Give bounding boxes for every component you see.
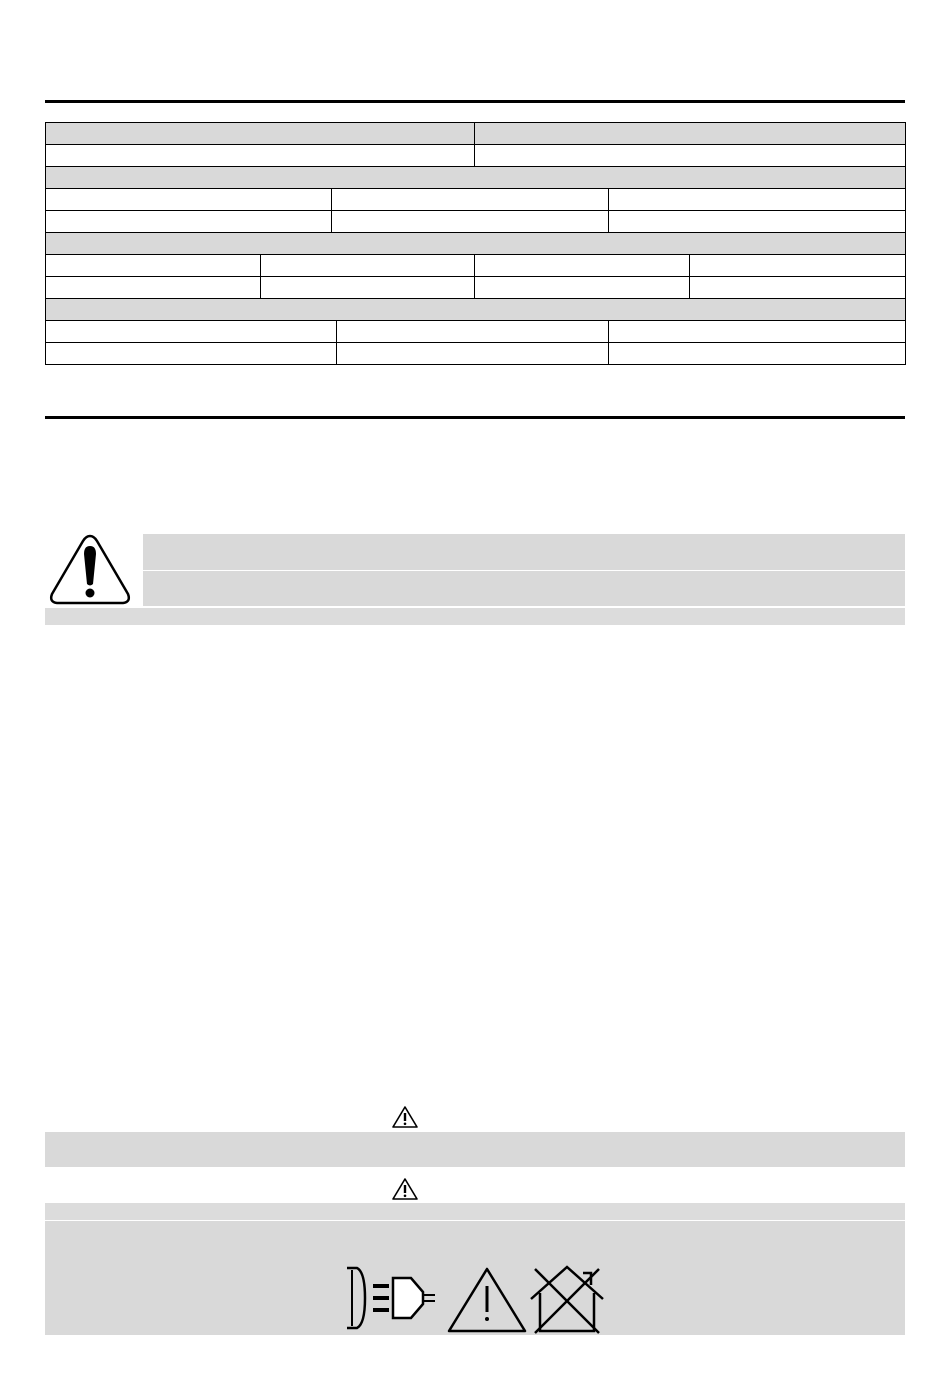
table-row xyxy=(46,145,906,167)
table-section-row xyxy=(46,299,906,321)
table-cell xyxy=(46,299,906,321)
table-cell xyxy=(609,189,906,211)
table-cell xyxy=(46,255,261,277)
exclamation-triangle-icon xyxy=(391,1177,419,1201)
warning-triangle-icon xyxy=(446,1266,528,1334)
table-section-row xyxy=(46,233,906,255)
warning-band-2 xyxy=(45,1203,905,1220)
table-cell xyxy=(46,343,337,365)
table-cell xyxy=(46,189,332,211)
table-cell xyxy=(46,277,261,299)
exclamation-triangle-icon xyxy=(47,532,133,606)
table-cell xyxy=(261,277,475,299)
specification-table xyxy=(45,122,906,365)
warning-line-1 xyxy=(143,534,905,570)
table-row xyxy=(46,189,906,211)
table-row xyxy=(46,255,906,277)
table-cell xyxy=(690,255,906,277)
table-cell xyxy=(337,343,609,365)
top-rule xyxy=(45,100,905,103)
exclamation-triangle-icon xyxy=(391,1105,419,1129)
table-row xyxy=(46,277,906,299)
table-cell xyxy=(46,167,906,189)
table-cell xyxy=(609,211,906,233)
warning-band-1 xyxy=(45,1132,905,1167)
table-cell xyxy=(46,211,332,233)
table-row xyxy=(46,123,906,145)
table-cell xyxy=(475,277,690,299)
table-cell xyxy=(332,211,609,233)
table-cell xyxy=(46,233,906,255)
section-rule xyxy=(45,416,905,419)
table-cell xyxy=(475,123,906,145)
table-cell xyxy=(46,145,475,167)
plug-icon xyxy=(343,1262,438,1334)
table-cell xyxy=(46,321,337,343)
no-indoor-use-icon xyxy=(527,1263,607,1335)
table-cell xyxy=(475,255,690,277)
table-cell xyxy=(609,321,906,343)
table-cell xyxy=(337,321,609,343)
table-cell xyxy=(609,343,906,365)
table-row xyxy=(46,343,906,365)
table-cell xyxy=(261,255,475,277)
table-cell xyxy=(475,145,906,167)
table-cell xyxy=(332,189,609,211)
table-row xyxy=(46,211,906,233)
warning-line-2 xyxy=(143,571,905,606)
table-cell xyxy=(690,277,906,299)
table-section-row xyxy=(46,167,906,189)
table-cell xyxy=(46,123,475,145)
warning-footer-band xyxy=(45,608,905,625)
table-row xyxy=(46,321,906,343)
